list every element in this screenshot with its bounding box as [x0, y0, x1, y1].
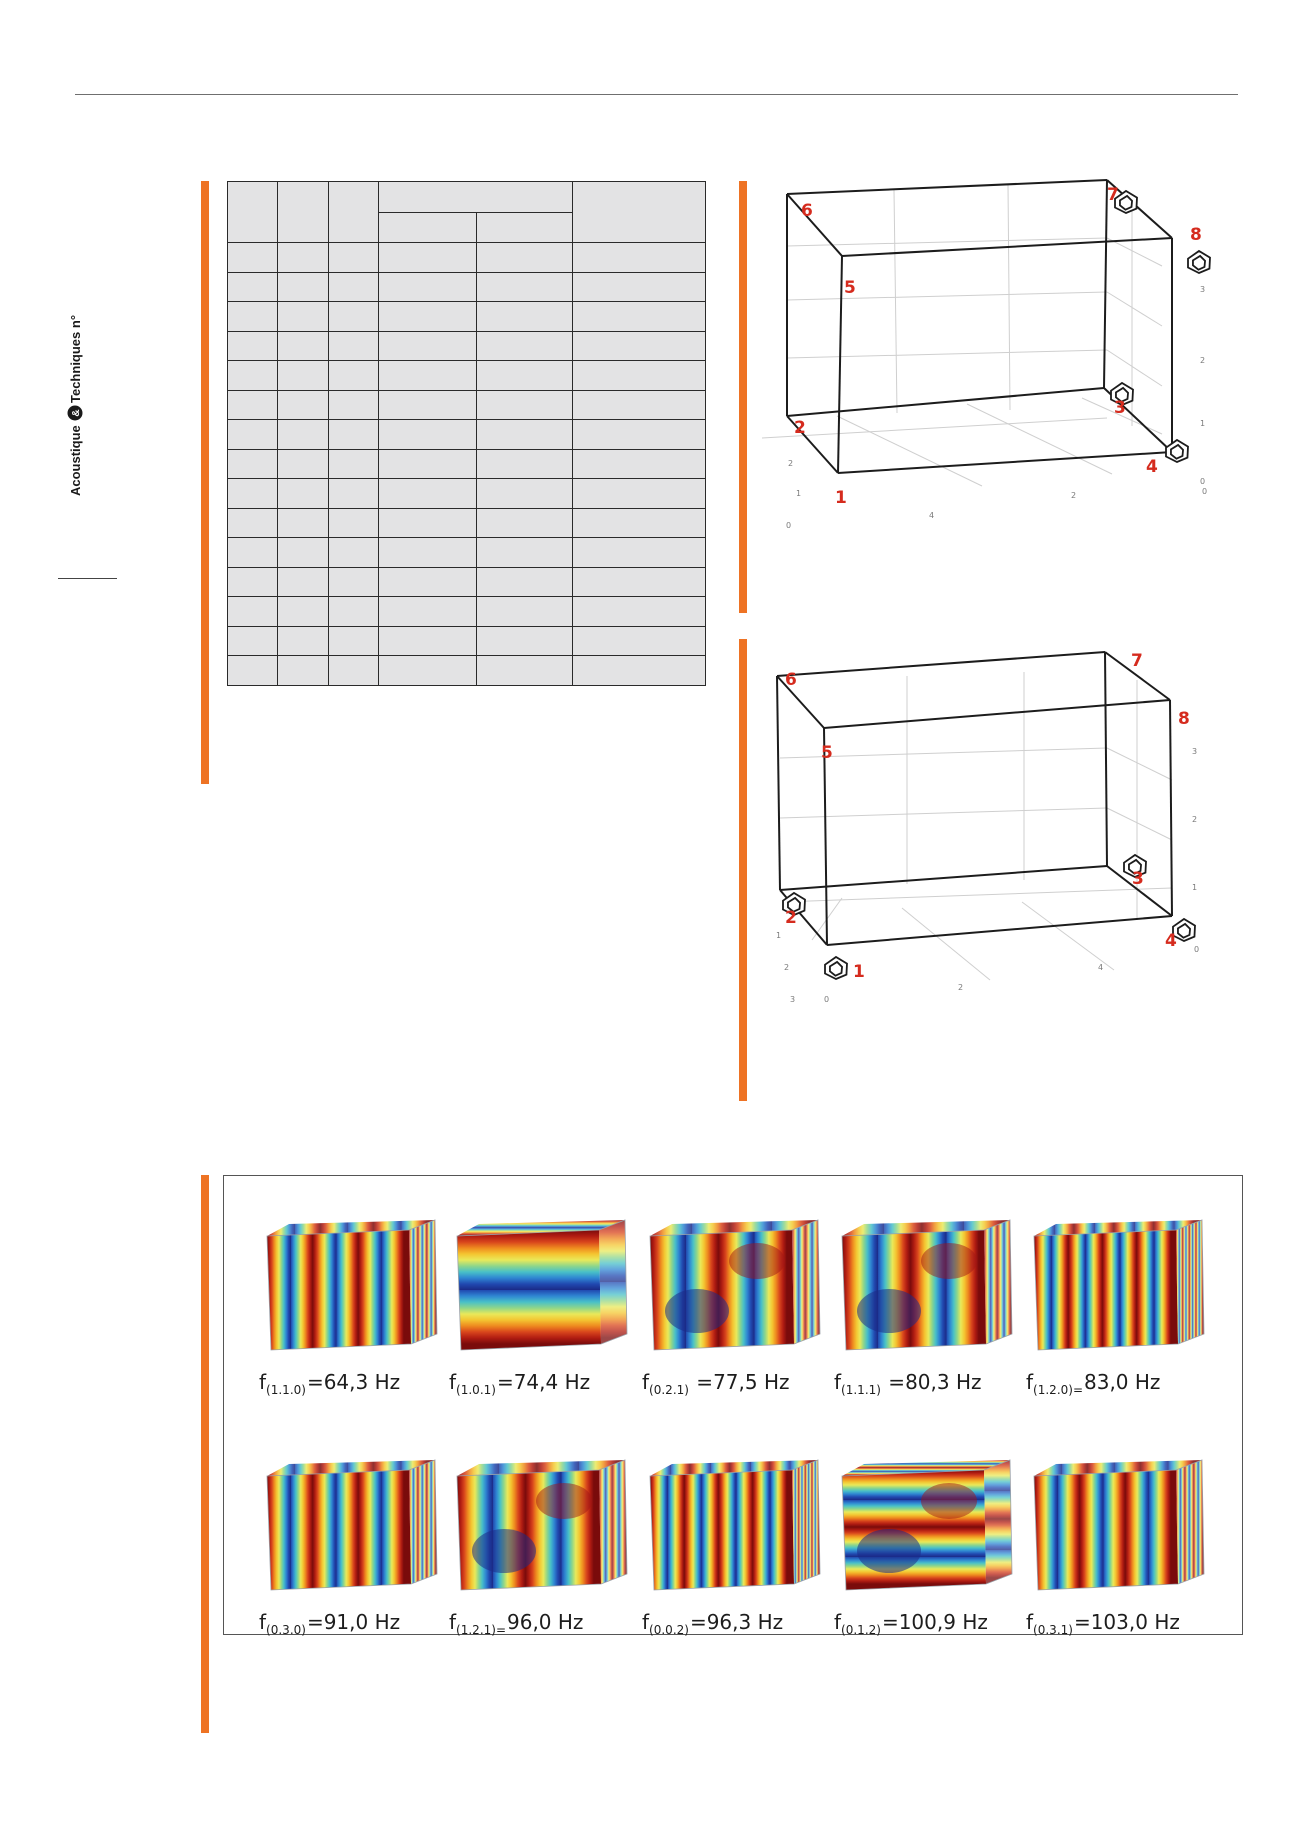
- corner-label: 7: [1131, 651, 1143, 671]
- table-cell: [573, 626, 706, 656]
- axis-tick-label: 1: [796, 489, 802, 498]
- table-row: [228, 331, 706, 361]
- svg-text:Acoustique: [68, 425, 83, 496]
- mode-frequency-label: [259, 1370, 459, 1397]
- data-table: [227, 181, 706, 686]
- axis-tick-label: 1: [1192, 883, 1198, 892]
- axis-tick-label: 2: [1200, 356, 1206, 365]
- mode-shape: [449, 1216, 639, 1416]
- mode-frequency-label: [449, 1610, 649, 1637]
- axis-tick-label: 1: [776, 931, 782, 940]
- table-cell: [329, 479, 379, 509]
- table-cell: [573, 272, 706, 302]
- table-header-cell: [379, 213, 477, 243]
- table-cell: [329, 656, 379, 686]
- table-cell: [329, 626, 379, 656]
- corner-label: 2: [794, 418, 806, 438]
- table-cell: [573, 331, 706, 361]
- mode-pattern-icon: [834, 1456, 1024, 1606]
- mode-shape: [1026, 1456, 1216, 1656]
- mode-pattern-icon: [259, 1216, 449, 1366]
- room-plot-1: [752, 176, 1252, 542]
- mode-label-f: f: [834, 1370, 842, 1394]
- mode-frequency-label: [642, 1610, 842, 1637]
- corner-label: 2: [785, 908, 797, 928]
- table-cell: [379, 361, 477, 391]
- table-row: [228, 567, 706, 597]
- axis-tick-label: 2: [784, 963, 790, 972]
- table-cell: [228, 272, 278, 302]
- table-cell: [278, 508, 329, 538]
- mode-shapes-figure: [223, 1175, 1243, 1635]
- modes-accent-bar: [201, 1175, 209, 1733]
- table-cell: [228, 331, 278, 361]
- table-cell: [228, 626, 278, 656]
- mode-shape: [834, 1216, 1024, 1416]
- table-row: [228, 508, 706, 538]
- table-cell: [379, 272, 477, 302]
- mode-label-indices: (1.2.1)=: [456, 1623, 506, 1637]
- axis-tick-label: 2: [1192, 815, 1198, 824]
- table-cell: [379, 656, 477, 686]
- mode-label-f: f: [1026, 1370, 1034, 1394]
- journal-name: [39, 300, 129, 560]
- mode-pattern-icon: [449, 1216, 639, 1366]
- mode-label-value: =103,0 Hz: [1073, 1610, 1180, 1634]
- mode-shape: [1026, 1216, 1216, 1416]
- table-cell: [477, 361, 573, 391]
- table-cell: [278, 656, 329, 686]
- table-cell: [228, 508, 278, 538]
- mode-label-f: f: [642, 1610, 650, 1634]
- table-header-cell: [379, 182, 573, 213]
- table-cell: [329, 243, 379, 273]
- table-cell: [477, 243, 573, 273]
- table-cell: [278, 597, 329, 627]
- mode-label-indices: (0.0.2): [649, 1623, 689, 1637]
- table-cell: [278, 479, 329, 509]
- table-cell: [329, 302, 379, 332]
- table-row: [228, 272, 706, 302]
- mode-label-value: =64,3 Hz: [306, 1370, 401, 1394]
- table-row: [228, 390, 706, 420]
- source-cube-icon: [1166, 440, 1188, 462]
- corner-label: 6: [785, 670, 797, 690]
- mode-label-value: =80,3 Hz: [881, 1370, 982, 1394]
- table-row: [228, 538, 706, 568]
- table-row: [228, 420, 706, 450]
- table-cell: [278, 538, 329, 568]
- mode-label-f: f: [259, 1370, 267, 1394]
- plot2-grid: [780, 672, 1172, 980]
- corner-label: 7: [1107, 185, 1119, 205]
- mode-label-indices: (1.1.1): [841, 1383, 881, 1397]
- mode-label-indices: (1.2.0)=: [1033, 1383, 1083, 1397]
- table-row: [228, 243, 706, 273]
- mode-shape: [834, 1456, 1024, 1656]
- table-cell: [573, 420, 706, 450]
- table-cell: [329, 567, 379, 597]
- mode-frequency-label: [259, 1610, 459, 1637]
- table-cell: [573, 538, 706, 568]
- table-cell: [477, 449, 573, 479]
- mode-label-value: 83,0 Hz: [1084, 1370, 1161, 1394]
- table-cell: [329, 597, 379, 627]
- table-cell: [573, 479, 706, 509]
- table-cell: [379, 626, 477, 656]
- table-accent-bar: [201, 181, 209, 784]
- table-cell: [329, 272, 379, 302]
- side-rule: [58, 578, 117, 579]
- axis-tick-label: 0: [824, 995, 830, 1004]
- mode-frequency-label: [1026, 1610, 1226, 1637]
- mode-label-value: =77,5 Hz: [689, 1370, 790, 1394]
- table-cell: [278, 302, 329, 332]
- corner-label: 8: [1190, 225, 1202, 245]
- table-cell: [379, 331, 477, 361]
- table-cell: [329, 508, 379, 538]
- mode-label-f: f: [1026, 1610, 1034, 1634]
- axis-tick-label: 4: [929, 511, 935, 520]
- table-cell: [573, 361, 706, 391]
- corner-label: 8: [1178, 709, 1190, 729]
- plot2-box: [777, 652, 1172, 945]
- table-cell: [379, 302, 477, 332]
- mode-pattern-icon: [1026, 1216, 1216, 1366]
- table-row: [228, 656, 706, 686]
- table-cell: [477, 508, 573, 538]
- table-row: [228, 361, 706, 391]
- table-cell: [278, 361, 329, 391]
- source-cube-icon: [1188, 251, 1210, 273]
- table-cell: [379, 597, 477, 627]
- plot1-ticks: [786, 285, 1207, 530]
- table-cell: [228, 538, 278, 568]
- table-cell: [379, 508, 477, 538]
- table-cell: [477, 656, 573, 686]
- axis-tick-label: 2: [1071, 491, 1077, 500]
- plot1-accent-bar: [739, 181, 747, 613]
- table-header-cell: [477, 213, 573, 243]
- table-cell: [228, 479, 278, 509]
- table-cell: [379, 449, 477, 479]
- table-cell: [329, 420, 379, 450]
- mode-pattern-icon: [642, 1216, 832, 1366]
- table-cell: [477, 272, 573, 302]
- table-cell: [573, 567, 706, 597]
- table-header-cell: [228, 182, 278, 243]
- axis-tick-label: 0: [1200, 477, 1206, 486]
- mode-frequency-label: [1026, 1370, 1226, 1397]
- mode-pattern-icon: [259, 1456, 449, 1606]
- table-row: [228, 597, 706, 627]
- table-header-cell: [573, 182, 706, 243]
- mode-frequency-label: [834, 1370, 1034, 1397]
- mode-label-indices: (1.1.0): [266, 1383, 306, 1397]
- table-cell: [278, 449, 329, 479]
- mode-label-indices: (0.1.2): [841, 1623, 881, 1637]
- header-rule: [75, 94, 1238, 95]
- svg-text:Techniques n°: [68, 315, 83, 403]
- table-cell: [477, 626, 573, 656]
- table-cell: [228, 390, 278, 420]
- plot1-grid: [762, 184, 1162, 486]
- mode-label-value: =91,0 Hz: [306, 1610, 401, 1634]
- table-cell: [477, 331, 573, 361]
- table-cell: [278, 243, 329, 273]
- table-cell: [329, 390, 379, 420]
- table-cell: [573, 243, 706, 273]
- table-cell: [573, 508, 706, 538]
- table-cell: [228, 302, 278, 332]
- mode-label-indices: (0.3.0): [266, 1623, 306, 1637]
- table-cell: [477, 538, 573, 568]
- table-cell: [228, 597, 278, 627]
- axis-tick-label: 0: [786, 521, 792, 530]
- axis-tick-label: 1: [1200, 419, 1206, 428]
- table-cell: [573, 390, 706, 420]
- mode-frequency-label: [449, 1370, 649, 1397]
- table-cell: [329, 361, 379, 391]
- mode-frequency-label: [834, 1610, 1034, 1637]
- table-cell: [228, 567, 278, 597]
- axis-tick-label: 2: [788, 459, 794, 468]
- mode-label-value: =100,9 Hz: [881, 1610, 988, 1634]
- table-cell: [278, 331, 329, 361]
- journal-name-part1: Acoustique: [68, 425, 83, 496]
- table-cell: [278, 390, 329, 420]
- mode-shape: [259, 1456, 449, 1656]
- table-cell: [573, 302, 706, 332]
- mode-pattern-icon: [449, 1456, 639, 1606]
- table-row: [228, 479, 706, 509]
- plot2-accent-bar: [739, 639, 747, 1101]
- table-cell: [379, 567, 477, 597]
- corner-label: 1: [853, 962, 865, 982]
- mode-label-f: f: [834, 1610, 842, 1634]
- axis-tick-label: 4: [1098, 963, 1104, 972]
- table-cell: [573, 449, 706, 479]
- corner-label: 6: [801, 201, 813, 221]
- table-cell: [379, 479, 477, 509]
- table-cell: [228, 420, 278, 450]
- mode-label-indices: (0.3.1): [1033, 1623, 1073, 1637]
- table-cell: [228, 449, 278, 479]
- mode-pattern-icon: [642, 1456, 832, 1606]
- axis-tick-label: 0: [1202, 487, 1208, 496]
- table-cell: [379, 243, 477, 273]
- mode-label-value: =96,3 Hz: [689, 1610, 784, 1634]
- mode-label-value: =74,4 Hz: [496, 1370, 591, 1394]
- plot1-box: [787, 180, 1172, 473]
- table-cell: [329, 331, 379, 361]
- mode-shape: [642, 1216, 832, 1416]
- mode-pattern-icon: [1026, 1456, 1216, 1606]
- table-cell: [379, 420, 477, 450]
- table-header-cell: [278, 182, 329, 243]
- table-cell: [228, 243, 278, 273]
- table-row: [228, 449, 706, 479]
- table-cell: [573, 597, 706, 627]
- mode-frequency-label: [642, 1370, 842, 1397]
- table-cell: [278, 626, 329, 656]
- table-cell: [573, 656, 706, 686]
- table-cell: [477, 567, 573, 597]
- table-cell: [477, 302, 573, 332]
- mode-label-indices: (1.0.1): [456, 1383, 496, 1397]
- corner-label: 1: [835, 488, 847, 508]
- table-cell: [228, 361, 278, 391]
- axis-tick-label: 0: [1194, 945, 1200, 954]
- mode-label-f: f: [449, 1370, 457, 1394]
- mode-label-f: f: [259, 1610, 267, 1634]
- corner-label: 4: [1146, 457, 1158, 477]
- mode-pattern-icon: [834, 1216, 1024, 1366]
- corner-label: 5: [844, 278, 856, 298]
- table-header-row: [228, 182, 706, 213]
- table-cell: [477, 390, 573, 420]
- axis-tick-label: 2: [958, 983, 964, 992]
- mode-label-f: f: [449, 1610, 457, 1634]
- table-row: [228, 302, 706, 332]
- table-cell: [278, 567, 329, 597]
- table-cell: [278, 272, 329, 302]
- corner-label: 3: [1132, 869, 1144, 889]
- table-row: [228, 626, 706, 656]
- plot1-labels: [794, 185, 1202, 508]
- mode-label-indices: (0.2.1): [649, 1383, 689, 1397]
- table-header-cell: [329, 182, 379, 243]
- axis-tick-label: 3: [1200, 285, 1206, 294]
- corner-label: 5: [821, 743, 833, 763]
- table-cell: [329, 538, 379, 568]
- table-cell: [477, 479, 573, 509]
- mode-label-f: f: [642, 1370, 650, 1394]
- source-cube-icon: [825, 957, 847, 979]
- room-plot-2: [752, 640, 1252, 1020]
- table-cell: [379, 538, 477, 568]
- corner-label: 4: [1165, 931, 1177, 951]
- mode-shape: [642, 1456, 832, 1656]
- axis-tick-label: 3: [1192, 747, 1198, 756]
- table-cell: [477, 420, 573, 450]
- table-cell: [329, 449, 379, 479]
- mode-shape: [259, 1216, 449, 1416]
- table-cell: [228, 656, 278, 686]
- axis-tick-label: 3: [790, 995, 796, 1004]
- corner-label: 3: [1114, 398, 1126, 418]
- mode-label-value: 96,0 Hz: [507, 1610, 584, 1634]
- journal-name-part2: Techniques n°: [68, 314, 83, 403]
- table-cell: [379, 390, 477, 420]
- table-cell: [278, 420, 329, 450]
- table-cell: [477, 597, 573, 627]
- journal-logo-icon: [68, 406, 83, 421]
- mode-shape: [449, 1456, 639, 1656]
- svg-text:&: &: [71, 409, 82, 417]
